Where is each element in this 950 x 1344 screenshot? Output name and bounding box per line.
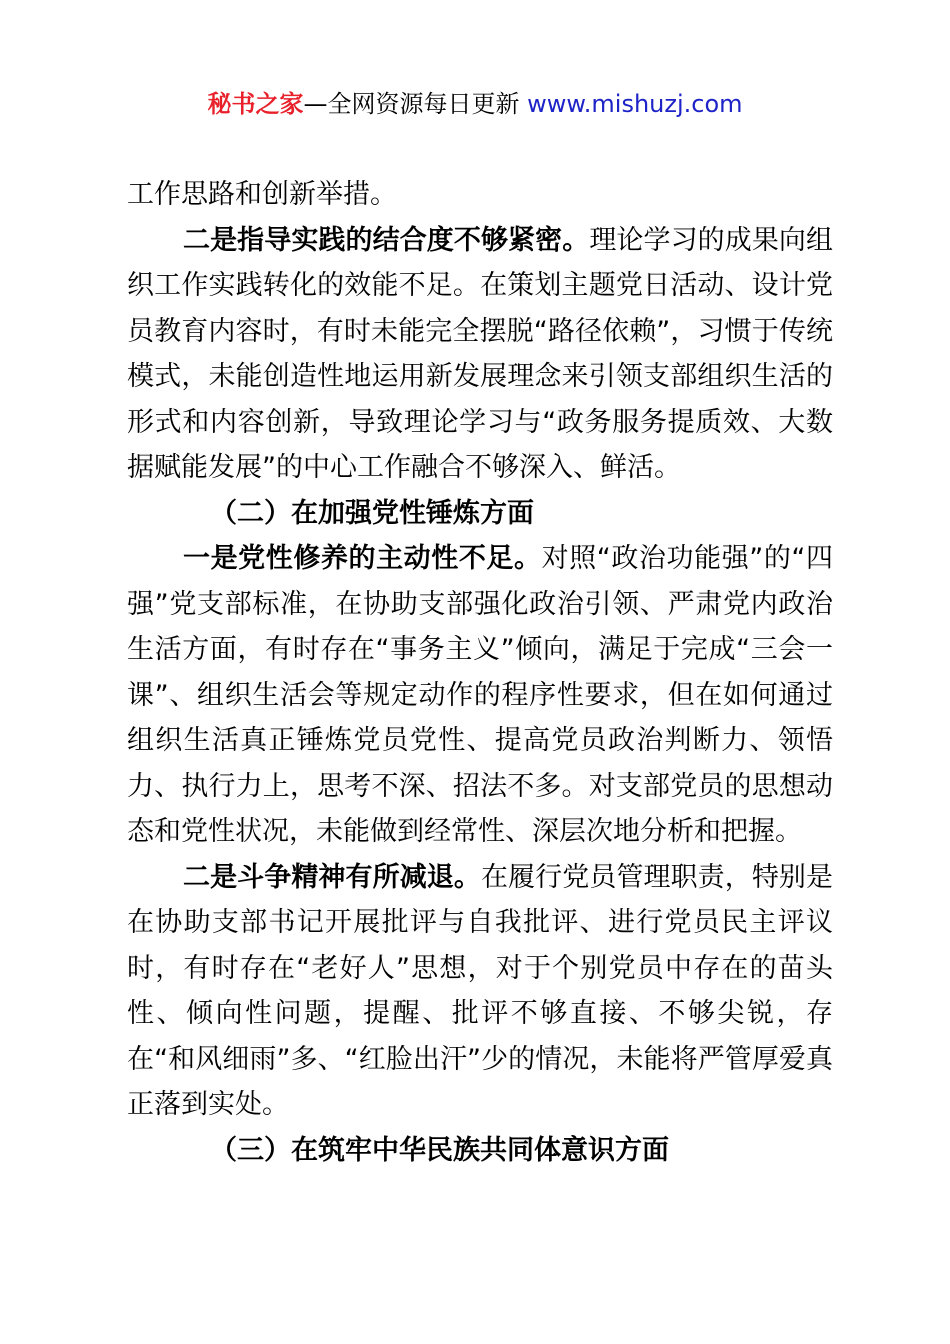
site-url-link[interactable]: www.mishuzj.com — [527, 90, 743, 118]
paragraph-party-cultivation — [127, 536, 833, 855]
paragraph-text: 对照“政治功能强”的“四强”党支部标准，在协助支部强化政治引领、严肃党内政治生活方面，有时存在“事务主义”倾向，满足于完成“三会一课”、组织生活会等规定动作的程序性要求，但在如何通过组织生活真正锤炼党员党性、提高党员政治判断力、领悟力、执行力上，思考不深、招法不多。对支部党员的思想动态和党性状况，未能做到经常性、深层次地分析和把握。 — [127, 543, 834, 847]
paragraph-fighting-spirit — [127, 855, 833, 1128]
paragraph-continuation: 工作思路和创新举措。 — [127, 179, 397, 210]
paragraph-lead: 二是斗争精神有所减退。 — [183, 861, 481, 893]
paragraph-practice-integration — [127, 218, 833, 491]
header-tagline: —全网资源每日更新 — [303, 90, 528, 118]
paragraph-lead: 一是党性修养的主动性不足。 — [183, 543, 542, 574]
section-heading-national-unity: （三）在筑牢中华民族共同体意识方面 — [210, 1134, 669, 1166]
page-header — [0, 86, 950, 122]
brand-name: 秘书之家 — [207, 90, 304, 118]
paragraph-text: 理论学习的成果向组织工作实践转化的效能不足。在策划主题党日活动、设计党员教育内容时，有时未能完全摆脱“路径依赖”，习惯于传统模式，未能创造性地运用新发展理念来引领支部组织生活的形式和内容创新，导致理论学习与“政务服务提质效、大数据赋能发展”的中心工作融合不够深入、鲜活。 — [127, 224, 834, 483]
document-body — [127, 172, 833, 1173]
section-heading-party-spirit: （二）在加强党性锤炼方面 — [210, 497, 534, 529]
paragraph-text: 在履行党员管理职责，特别是在协助支部书记开展批评与自我批评、进行党员民主评议时，有时存在“老好人”思想，对于个别党员中存在的苗头性、倾向性问题，提醒、批评不够直接、不够尖锐，存在“和风细雨”多、“红脸出汗”少的情况，未能将严管厚爱真正落到实处。 — [127, 861, 834, 1120]
paragraph-lead: 二是指导实践的结合度不够紧密。 — [183, 224, 590, 256]
